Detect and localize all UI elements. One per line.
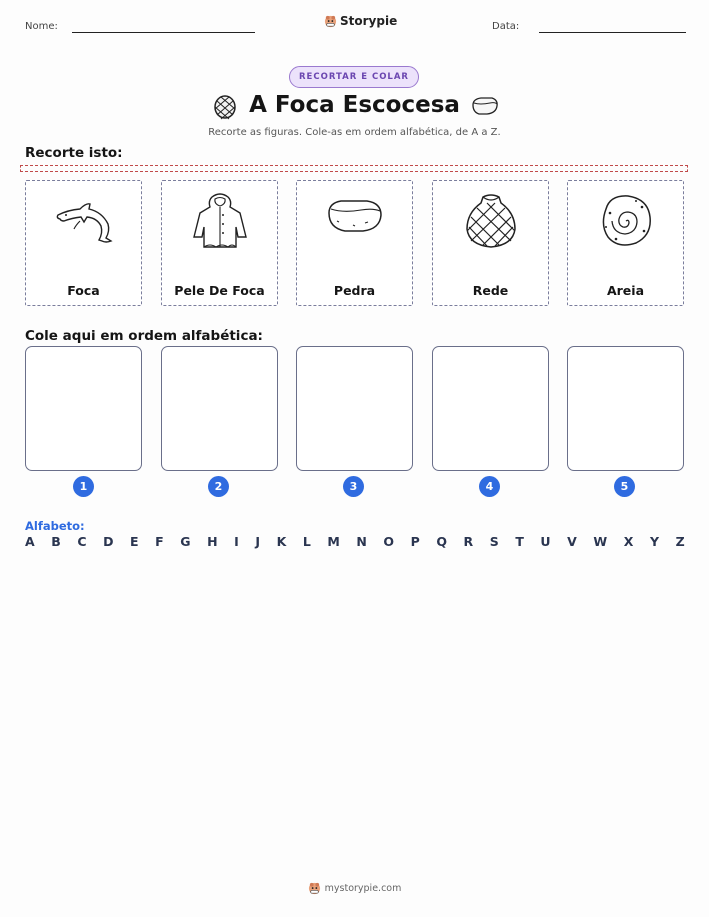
paste-box-4[interactable] (432, 346, 549, 471)
number-badge-1: 1 (73, 476, 94, 497)
alphabet-letter: D (103, 534, 114, 549)
card-label: Pedra (333, 283, 376, 298)
number-badge-5: 5 (614, 476, 635, 497)
alphabet-label: Alfabeto: (25, 519, 85, 533)
sand-icon (596, 191, 656, 251)
stone-icon (325, 191, 385, 251)
footer (0, 882, 709, 895)
alphabet-letter: E (130, 534, 139, 549)
paste-box-5[interactable] (567, 346, 684, 471)
alphabet-letter: Z (675, 534, 685, 549)
page-subtitle: Recorte as figuras. Cole-as em ordem alfabética, de A a Z. (208, 127, 501, 138)
cut-line (20, 165, 688, 172)
alphabet-letter: A (25, 534, 35, 549)
footer-site: mystorypie.com (324, 883, 402, 894)
alphabet-letter: U (540, 534, 551, 549)
number-badge-2: 2 (208, 476, 229, 497)
page-title: A Foca Escocesa (249, 92, 460, 118)
alphabet-letter: X (623, 534, 634, 549)
name-label: Nome: (25, 21, 58, 32)
alphabet-letter: S (489, 534, 499, 549)
alphabet-letter: Q (436, 534, 447, 549)
alphabet-letter: C (77, 534, 87, 549)
alphabet-letter: N (356, 534, 367, 549)
storypie-logo-icon (308, 882, 321, 895)
coat-icon (190, 191, 250, 251)
alphabet-letter: G (180, 534, 191, 549)
paste-box-2[interactable] (161, 346, 278, 471)
number-badge-4: 4 (479, 476, 500, 497)
card-label: Rede (472, 283, 509, 298)
card-label: Pele De Foca (174, 283, 265, 298)
alphabet-letter: K (276, 534, 287, 549)
cut-card-rede[interactable] (432, 180, 549, 306)
brand-logo (324, 14, 397, 28)
alphabet-letter: M (327, 534, 340, 549)
cut-card-pedra[interactable] (296, 180, 413, 306)
alphabet-letter: P (410, 534, 420, 549)
number-badge-3: 3 (343, 476, 364, 497)
card-label: Areia (606, 283, 645, 298)
alphabet-letter: L (302, 534, 311, 549)
alphabet-letter: W (593, 534, 608, 549)
cut-card-areia[interactable] (567, 180, 684, 306)
stone-icon (470, 95, 500, 117)
alphabet-letter: O (383, 534, 395, 549)
storypie-logo-icon (324, 15, 337, 28)
dolphin-icon (54, 191, 114, 251)
alphabet-letter: B (51, 534, 61, 549)
alphabet-row (25, 534, 685, 549)
alphabet-letter: V (567, 534, 577, 549)
alphabet-letter: H (207, 534, 218, 549)
cut-section-label: Recorte isto: (25, 145, 123, 161)
activity-badge: RECORTAR E COLAR (289, 66, 419, 88)
alphabet-letter: T (515, 534, 524, 549)
paste-box-1[interactable] (25, 346, 142, 471)
date-line[interactable] (539, 32, 686, 33)
alphabet-letter: Y (649, 534, 659, 549)
paste-section-label: Cole aqui em ordem alfabética: (25, 328, 263, 344)
alphabet-letter: J (255, 534, 260, 549)
date-label: Data: (492, 21, 520, 32)
brand-name: Storypie (340, 14, 398, 28)
alphabet-letter: F (155, 534, 164, 549)
net-icon (461, 191, 521, 251)
cut-card-foca[interactable] (25, 180, 142, 306)
paste-box-3[interactable] (296, 346, 413, 471)
alphabet-letter: I (234, 534, 239, 549)
card-label: Foca (67, 283, 100, 298)
alphabet-letter: R (463, 534, 474, 549)
name-line[interactable] (72, 32, 255, 33)
cut-card-pele-de-foca[interactable] (161, 180, 278, 306)
